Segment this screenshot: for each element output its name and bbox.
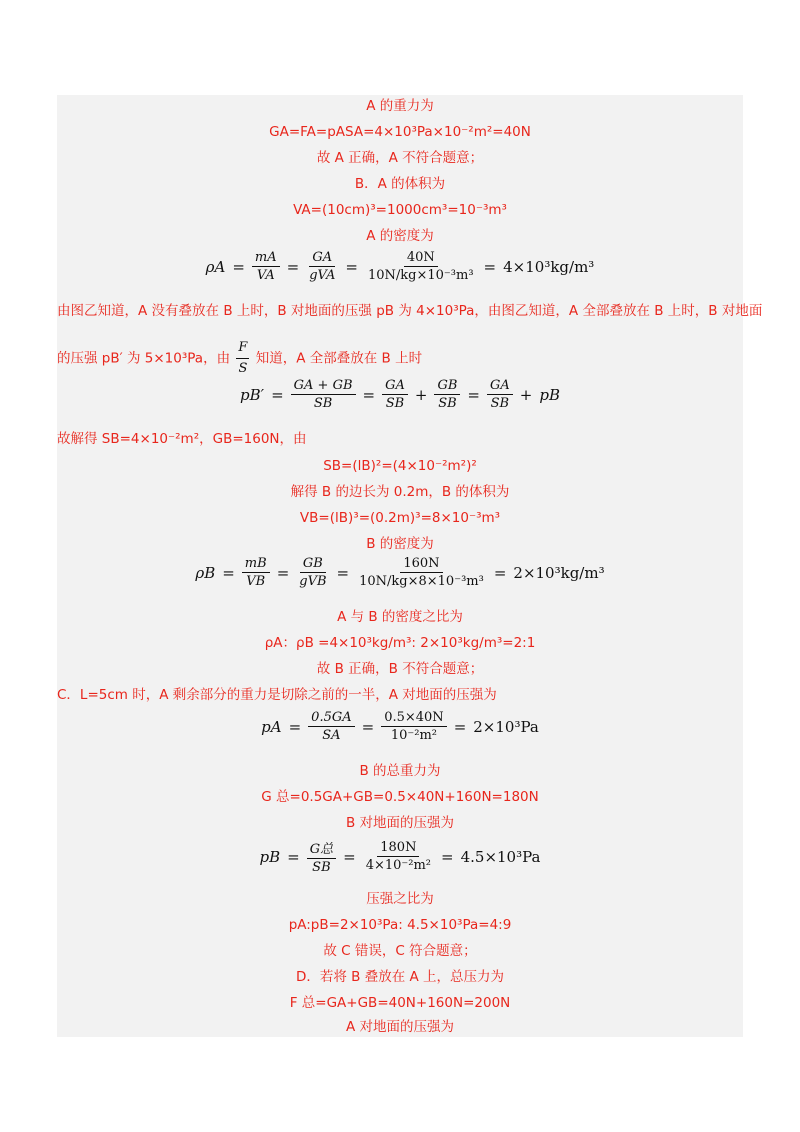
- line-pressure-ratio-calc: pA:pB=2×10³Pa: 4.5×10³Pa=4:9: [288, 917, 512, 933]
- line-b-volume-calc: VB=(lB)³=(0.2m)³=8×10⁻³m³: [299, 510, 501, 526]
- line-solve-sb-gb: 故解得 SB=4×10⁻²m²，GB=160N，由: [57, 431, 307, 447]
- line-option-b-conclusion: 故 B 正确，B 不符合题意；: [316, 661, 484, 677]
- line-b-side-length: 解得 B 的边长为 0.2m，B 的体积为: [290, 484, 510, 500]
- equation-pressure-b-prime: pB′ = $\frac{GA + GB}{SB}$ = $\frac{GA}{SB}$ + $\frac{GB}{SB}$ = $\frac{GA}{SB}$ + pB: [240, 378, 560, 411]
- line-b-pressure-heading: B 对地面的压强为: [345, 815, 455, 831]
- line-sb-calc: SB=(lB)²=(4×10⁻²m²)²: [323, 458, 477, 474]
- line-density-ratio-calc: ρA：ρB =4×10³kg/m³: 2×10³kg/m³=2:1: [264, 635, 536, 651]
- equation-density-a: ρA = $\frac{mA}{VA}$ = $\frac{GA}{\text{gVA}}$ = $\frac{40N}{\text{10N/kg×10⁻³m³}}$ = 4×10³kg/m³: [205, 250, 595, 283]
- line-b-density-heading: B 的密度为: [366, 536, 434, 552]
- eq1-lhs: ρA: [205, 257, 226, 276]
- eq1-result: 4×10³kg/m³: [503, 257, 595, 276]
- line-option-c-heading: C．L=5cm 时，A 剩余部分的重力是切除之前的一半，A 对地面的压强为: [57, 687, 497, 703]
- eq1-frac-1: $\frac{mA}{VA}$: [252, 250, 280, 283]
- eq1-frac-3: $\frac{40N}{\text{10N/kg×10⁻³m³}}$: [368, 250, 474, 283]
- inline-pressure-formula: $\frac{F}{S}$: [238, 340, 248, 376]
- line-density-ratio-heading: A 与 B 的密度之比为: [337, 609, 463, 625]
- line-pressure-ratio-heading: 压强之比为: [366, 891, 434, 907]
- line-pressure-b-with-a: 的压强 pB′ 为 5×10³Pa，由 $\frac{F}{S}$ 知道，A 全部叠放在 B 上时: [57, 338, 743, 379]
- equation-pressure-b: pB = $\frac{\text{G总}}{SB}$ = $\frac{180N}{\text{4×10⁻²m²}}$ = 4.5×10³Pa: [259, 840, 541, 875]
- line-a-density-heading: A 的密度为: [366, 228, 434, 244]
- equation-pressure-a: pA = $\frac{0.5GA}{SA}$ = $\frac{0.5\times 40N}{\text{10⁻²m²}}$ = 2×10³Pa: [261, 710, 539, 743]
- eq1-frac-2: $\frac{GA}{\text{gVA}}$: [309, 250, 336, 283]
- line-option-c-conclusion: 故 C 错误，C 符合题意；: [323, 943, 477, 959]
- line-option-b-volume-heading: B．A 的体积为: [354, 176, 446, 192]
- equation-density-b: ρB = $\frac{mB}{VB}$ = $\frac{GB}{\text{gVB}}$ = $\frac{160N}{\text{10N/kg×8×10⁻³m³}}$ = 2×10³kg/m³: [195, 556, 605, 589]
- line-total-force-calc: F 总=GA+GB=40N+160N=200N: [289, 995, 511, 1011]
- line-a-pressure-heading: A 对地面的压强为: [345, 1019, 455, 1035]
- line-b-total-weight-heading: B 的总重力为: [359, 763, 441, 779]
- line-a-weight-calc: GA=FA=pASA=4×10³Pa×10⁻²m²=40N: [269, 124, 531, 140]
- line-pressure-b-without-a: 由图乙知道，A 没有叠放在 B 上时，B 对地面的压强 pB 为 4×10³Pa，由图乙知道，A 全部叠放在 B 上时，B 对地面: [57, 303, 763, 319]
- line-b-total-weight-calc: G 总=0.5GA+GB=0.5×40N+160N=180N: [261, 789, 539, 805]
- line-option-d-heading: D．若将 B 叠放在 A 上，总压力为: [295, 969, 505, 985]
- line-option-a-conclusion: 故 A 正确，A 不符合题意；: [316, 150, 484, 166]
- line-a-weight-heading: A 的重力为: [366, 98, 434, 114]
- line-a-volume-calc: VA=(10cm)³=1000cm³=10⁻³m³: [293, 202, 507, 218]
